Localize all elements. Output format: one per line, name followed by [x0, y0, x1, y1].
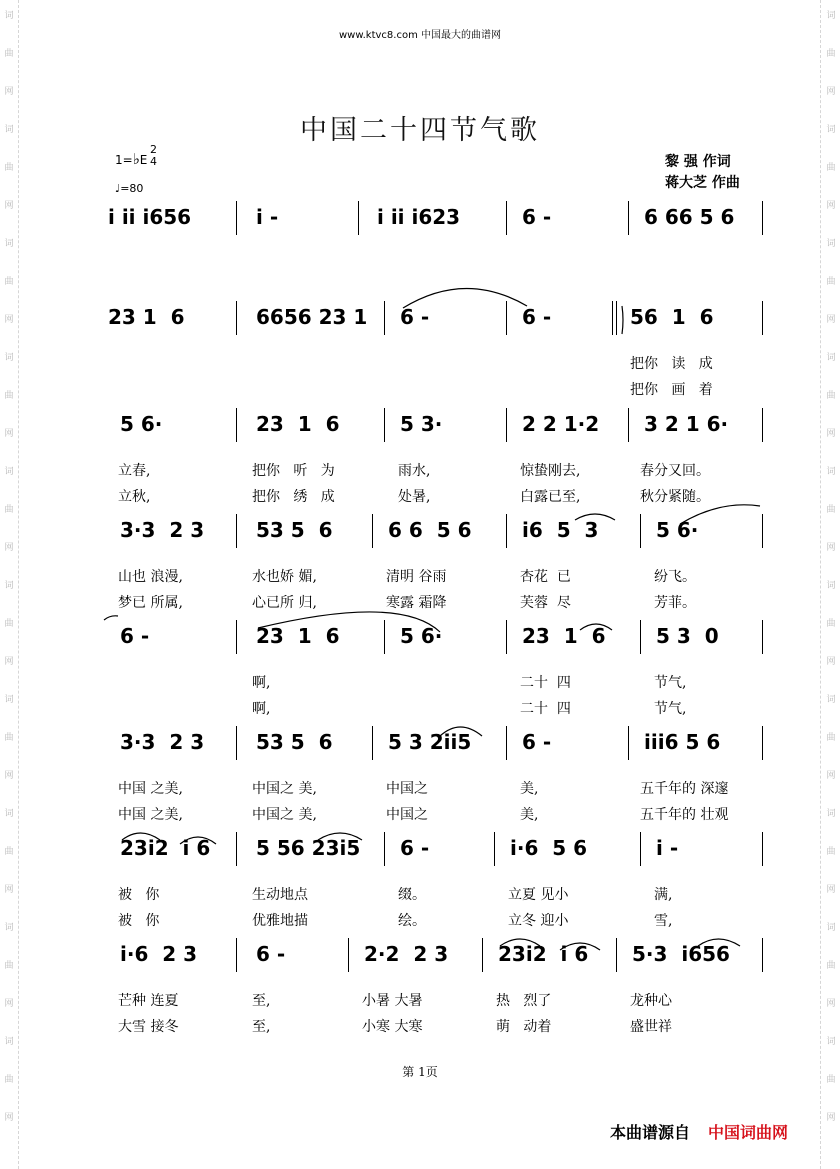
lyric-line-1: 立春,	[118, 463, 151, 479]
watermark-char: 曲	[4, 49, 14, 59]
footer-source	[610, 1120, 788, 1143]
lyric-line-2: 绘。	[398, 913, 426, 929]
measure-notes: 6 -	[522, 730, 552, 754]
lyric-line-1: 山也 浪漫,	[118, 569, 183, 585]
watermark-char: 曲	[4, 391, 14, 401]
lyric-line-1: 美,	[520, 781, 539, 797]
watermark-char: 曲	[4, 505, 14, 515]
lyric-line-2: 把你 绣 成	[252, 489, 335, 505]
watermark-char: 网	[4, 657, 14, 667]
watermark-char: 曲	[4, 1075, 14, 1085]
slur	[698, 939, 740, 946]
lyric-line-2: 大雪 接冬	[118, 1019, 179, 1035]
lyric-line-1: 五千年的 深邃	[640, 781, 729, 797]
lyric-line-2: 至,	[252, 1019, 271, 1035]
measure-notes: 6 -	[522, 205, 552, 229]
watermark-char: 网	[826, 429, 836, 439]
watermark-char: 网	[4, 999, 14, 1009]
measure-notes: 56 1 6	[630, 305, 714, 329]
measure-notes: 5 3 0	[656, 624, 719, 648]
watermark-char: 词	[826, 581, 836, 591]
lyric-line-1: 小暑 大暑	[362, 993, 423, 1009]
lyric-line-1: 中国 之美,	[118, 781, 183, 797]
lyric-line-2: 被 你	[118, 913, 160, 929]
lyric-line-2: 五千年的 壮观	[640, 807, 729, 823]
measure-notes: 2·2 2 3	[364, 942, 449, 966]
watermark-char: 曲	[826, 847, 836, 857]
lyric-line-2: 节气,	[654, 701, 687, 717]
watermark-char: 曲	[4, 847, 14, 857]
watermark-char: 词	[826, 1037, 836, 1047]
slur	[680, 505, 760, 524]
composer: 蒋大芝 作曲	[665, 175, 740, 191]
lyric-line-1: 杏花 已	[520, 569, 571, 585]
lyric-line-1: 节气,	[654, 675, 687, 691]
lyric-line-1: 满,	[654, 887, 673, 903]
lyric-line-2: 萌 动着	[496, 1019, 552, 1035]
lyric-line-1: 二十 四	[520, 675, 571, 691]
watermark-char: 网	[4, 429, 14, 439]
watermark-char: 网	[4, 771, 14, 781]
page-number: 第 1页	[402, 1065, 438, 1079]
measure-notes: i ii i623	[377, 205, 461, 229]
watermark-char: 曲	[4, 163, 14, 173]
lyric-line-1: 缀。	[398, 887, 426, 903]
lyric-line-2: 中国 之美,	[118, 807, 183, 823]
measure-notes: i·6 5 6	[510, 836, 588, 860]
watermark-char: 词	[826, 467, 836, 477]
watermark-char: 曲	[4, 961, 14, 971]
measure-notes: 23i2 i 6	[120, 836, 211, 860]
lyric-line-1: 热 烈了	[496, 993, 552, 1009]
lyric-line-2: 优雅地描	[252, 913, 308, 929]
watermark-char: 词	[826, 923, 836, 933]
lyric-line-2: 美,	[520, 807, 539, 823]
watermark-char: 网	[4, 1113, 14, 1123]
lyric-line-1: 纷飞。	[654, 569, 696, 585]
watermark-char: 曲	[826, 619, 836, 629]
lyric-line-2: 心已所 归,	[252, 595, 317, 611]
measure-notes: i ii i656	[108, 205, 192, 229]
lyric-line-1: 中国之	[386, 781, 428, 797]
watermark-char: 词	[826, 239, 836, 249]
key-note: E	[139, 153, 148, 167]
watermark-char: 词	[4, 353, 14, 363]
lyric-line-2: 芳菲。	[654, 595, 696, 611]
measure-notes: 6656 23 1	[256, 305, 368, 329]
watermark-char: 曲	[826, 1075, 836, 1085]
measure-notes: 6 6 5 6	[388, 518, 472, 542]
slur	[318, 833, 362, 840]
measure-notes: 23 1 6	[108, 305, 185, 329]
watermark-char: 词	[826, 125, 836, 135]
lyric-line-2: 中国之 美,	[252, 807, 317, 823]
watermark-char: 网	[4, 885, 14, 895]
watermark-char: 网	[4, 543, 14, 553]
measure-notes: 3·3 2 3	[120, 518, 205, 542]
measure-notes: 5 56 23i5	[256, 836, 361, 860]
lyric-line-2: 秋分紧随。	[640, 489, 710, 505]
measure-notes: 23 1 6	[256, 412, 340, 436]
lyric-line-1: 至,	[252, 993, 271, 1009]
lyric-line-2: 盛世祥	[630, 1019, 672, 1035]
measure-notes: 53 5 6	[256, 518, 333, 542]
time-sig-bottom: 4	[150, 155, 157, 168]
measure-notes: 6 -	[120, 624, 150, 648]
time-sig-top: 2	[150, 143, 157, 156]
watermark-char: 词	[4, 125, 14, 135]
watermark-char: 词	[826, 11, 836, 21]
measure-notes: 53 5 6	[256, 730, 333, 754]
watermark-char: 词	[4, 239, 14, 249]
watermark-char: 曲	[4, 733, 14, 743]
slur	[560, 943, 600, 950]
measure-notes: 3·3 2 3	[120, 730, 205, 754]
measure-notes: i·6 2 3	[120, 942, 198, 966]
measure-notes: 6 -	[400, 305, 430, 329]
slur	[580, 624, 612, 630]
watermark-char: 曲	[826, 961, 836, 971]
slur	[258, 612, 440, 632]
measure-notes: 5 6·	[120, 412, 163, 436]
lyric-line-1: 惊蛰刚去,	[520, 463, 581, 479]
lyric-line-2: 处暑,	[398, 489, 431, 505]
measure-notes: iii6 5 6	[644, 730, 721, 754]
lyric-line-2: 芙蓉 尽	[520, 595, 571, 611]
watermark-char: 曲	[826, 277, 836, 287]
slur	[575, 514, 615, 520]
lyric-line-1: 春分又回。	[640, 463, 710, 479]
measure-notes: 6 -	[256, 942, 286, 966]
measure-notes: 5 6·	[400, 624, 443, 648]
slur	[104, 616, 118, 620]
measure-notes: 6 66 5 6	[644, 205, 735, 229]
lyric-line-1: 生动地点	[252, 887, 308, 903]
measure-notes: i -	[656, 836, 679, 860]
watermark-char: 词	[4, 467, 14, 477]
watermark-char: 网	[826, 315, 836, 325]
watermark-char: 网	[826, 87, 836, 97]
lyric-line-2: 梦已 所属,	[118, 595, 183, 611]
measure-notes: 2 2 1·2	[522, 412, 600, 436]
slur	[122, 833, 160, 840]
watermark-char: 词	[4, 1037, 14, 1047]
measure-notes: 23 1 6	[256, 624, 340, 648]
lyric-line-2: 中国之	[386, 807, 428, 823]
lyricist: 黎 强 作词	[665, 154, 731, 170]
measure-notes: 5 3 2ii5	[388, 730, 472, 754]
watermark-char: 词	[4, 809, 14, 819]
slur	[403, 288, 527, 308]
song-title: 中国二十四节气歌	[300, 115, 540, 146]
flat-icon: ♭	[132, 150, 140, 168]
watermark-char: 词	[826, 353, 836, 363]
watermark-char: 词	[4, 923, 14, 933]
lyric-line-2: 把你 画 着	[630, 382, 713, 398]
lyric-line-1: 被 你	[118, 887, 160, 903]
measure-notes: 6 -	[400, 836, 430, 860]
watermark-char: 词	[826, 809, 836, 819]
measure-notes: 23i2 i 6	[498, 942, 589, 966]
watermark-char: 网	[826, 201, 836, 211]
watermark-char: 曲	[826, 733, 836, 743]
lyric-line-1: 把你 读 成	[630, 356, 713, 372]
slur	[500, 939, 540, 946]
measure-notes: i -	[256, 205, 279, 229]
lyric-line-1: 雨水,	[398, 463, 431, 479]
measure-notes: 3 2 1 6·	[644, 412, 729, 436]
watermark-char: 曲	[826, 391, 836, 401]
measure-notes: 5·3 i656	[632, 942, 730, 966]
watermark-char: 曲	[4, 277, 14, 287]
lyric-line-2: 小寒 大寒	[362, 1019, 423, 1035]
lyric-line-1: 把你 听 为	[252, 463, 335, 479]
lyric-line-1: 水也娇 媚,	[252, 569, 317, 585]
lyric-line-1: 龙种心	[630, 993, 672, 1009]
slur	[180, 837, 216, 844]
lyric-line-2: 立冬 迎小	[508, 913, 569, 929]
watermark-char: 曲	[826, 163, 836, 173]
watermark-char: 网	[826, 657, 836, 667]
measure-notes: i6 5 3	[522, 518, 599, 542]
measure-notes: 5 6·	[656, 518, 699, 542]
watermark-char: 网	[4, 87, 14, 97]
slur	[440, 727, 482, 736]
lyric-line-1: 啊,	[252, 675, 271, 691]
watermark-char: 网	[826, 1113, 836, 1123]
site-header: www.ktvc8.com 中国最大的曲谱网	[338, 30, 501, 41]
lyric-line-1: 中国之 美,	[252, 781, 317, 797]
watermark-char: 词	[4, 581, 14, 591]
watermark-char: 词	[826, 695, 836, 705]
watermark-char: 网	[826, 999, 836, 1009]
watermark-char: 网	[4, 315, 14, 325]
tempo-marking: ♩=80	[115, 182, 144, 195]
lyric-line-2: 啊,	[252, 701, 271, 717]
measure-notes: 5 3·	[400, 412, 443, 436]
watermark-char: 词	[4, 11, 14, 21]
watermark-char: 曲	[826, 505, 836, 515]
watermark-char: 曲	[4, 619, 14, 629]
lyric-line-1: 立夏 见小	[508, 887, 569, 903]
watermark-char: 曲	[826, 49, 836, 59]
lyric-line-1: 清明 谷雨	[386, 569, 447, 585]
lyric-line-2: 立秋,	[118, 489, 151, 505]
watermark-char: 网	[826, 885, 836, 895]
watermark-char: 网	[4, 201, 14, 211]
lyric-line-2: 雪,	[654, 913, 673, 929]
lyric-line-2: 寒露 霜降	[386, 595, 447, 611]
repeat-bracket	[622, 306, 623, 334]
measure-notes: 6 -	[522, 305, 552, 329]
watermark-char: 网	[826, 771, 836, 781]
lyric-line-1: 芒种 连夏	[118, 993, 179, 1009]
lyric-line-2: 白露已至,	[520, 489, 581, 505]
measure-notes: 23 1 6	[522, 624, 606, 648]
watermark-char: 网	[826, 543, 836, 553]
lyric-line-2: 二十 四	[520, 701, 571, 717]
key-label: 1=	[115, 153, 133, 167]
footer-brand-link[interactable]: 中国词曲网	[708, 1123, 789, 1142]
watermark-char: 词	[4, 695, 14, 705]
footer-source-label: 本曲谱源自	[610, 1123, 691, 1142]
